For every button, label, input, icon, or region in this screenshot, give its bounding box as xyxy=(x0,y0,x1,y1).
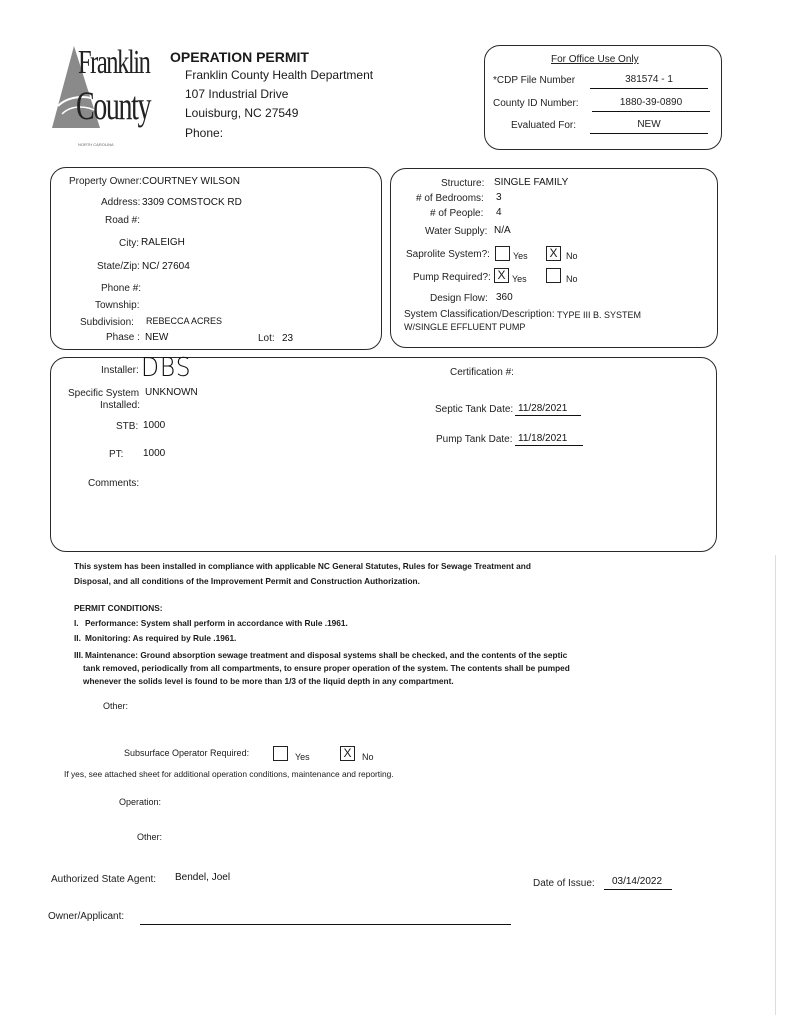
stb-label: STB: xyxy=(116,421,139,432)
conditions-other-label: Other: xyxy=(103,701,129,711)
date-of-issue-label: Date of Issue: xyxy=(533,878,595,889)
date-of-issue-underline xyxy=(604,889,672,890)
city-value: RALEIGH xyxy=(141,237,185,248)
structure-label: Structure: xyxy=(441,178,485,189)
department-street: 107 Industrial Drive xyxy=(185,87,289,101)
pt-label: PT: xyxy=(109,449,124,460)
compliance-line-1: This system has been installed in compliance with applicable NC General Statutes, Rules for Sewage Treatment and xyxy=(74,561,531,571)
evaluated-for-value: NEW xyxy=(637,119,661,130)
stb-value: 1000 xyxy=(143,420,166,431)
comments-label: Comments: xyxy=(88,478,140,489)
people-label: # of People: xyxy=(430,208,484,219)
state-zip-value: NC/ 27604 xyxy=(142,261,190,272)
permit-conditions-heading: PERMIT CONDITIONS: xyxy=(74,603,163,613)
condition-1-number: I. xyxy=(74,618,79,628)
saprolite-no-label: No xyxy=(566,251,578,261)
address-label: Address: xyxy=(101,197,141,208)
scan-edge-divider xyxy=(775,555,776,1015)
phase-value: NEW xyxy=(145,332,169,343)
bedrooms-value: 3 xyxy=(496,192,502,203)
operator-note: If yes, see attached sheet for additional operation conditions, maintenance and reporting. xyxy=(64,769,394,779)
structure-value: SINGLE FAMILY xyxy=(494,177,569,188)
septic-tank-date-value: 11/28/2021 xyxy=(518,403,568,414)
date-of-issue-value: 03/14/2022 xyxy=(611,876,663,887)
logo-text-franklin: Franklin xyxy=(78,44,150,81)
operator-yes-checkbox[interactable] xyxy=(273,746,288,761)
logo-tagline: NORTH CAROLINA xyxy=(78,142,114,147)
address-value: 3309 COMSTOCK RD xyxy=(142,197,242,208)
subdivision-value: REBECCA ACRES xyxy=(146,316,223,326)
design-flow-value: 360 xyxy=(496,292,513,303)
pump-tank-date-value: 11/18/2021 xyxy=(518,433,568,444)
county-id-label: County ID Number: xyxy=(493,98,579,109)
department-city: Louisburg, NC 27549 xyxy=(185,106,299,120)
authorized-agent-value: Bendel, Joel xyxy=(175,872,231,883)
water-supply-label: Water Supply: xyxy=(425,226,488,237)
operator-no-checkbox[interactable]: X xyxy=(340,746,355,761)
cdp-file-value: 381574 - 1 xyxy=(625,74,673,85)
owner-applicant-label: Owner/Applicant: xyxy=(48,911,125,922)
classification-value-line1: TYPE III B. SYSTEM xyxy=(557,310,642,320)
saprolite-no-checkbox[interactable]: X xyxy=(546,246,561,261)
county-logo xyxy=(48,44,158,156)
installer-label: Installer: xyxy=(101,365,139,376)
installer-value-handwritten: DBS xyxy=(141,353,192,383)
evaluated-for-label: Evaluated For: xyxy=(511,120,577,131)
evaluated-for-underline xyxy=(590,133,708,134)
specific-system-value: UNKNOWN xyxy=(145,387,198,398)
cdp-file-underline xyxy=(590,88,708,89)
water-supply-value: N/A xyxy=(494,225,511,236)
state-zip-label: State/Zip: xyxy=(97,261,140,272)
bedrooms-label: # of Bedrooms: xyxy=(416,193,484,204)
owner-applicant-signature-line[interactable] xyxy=(140,924,511,925)
township-label: Township: xyxy=(95,300,140,311)
lot-label: Lot: xyxy=(258,333,275,344)
road-label: Road #: xyxy=(105,215,141,226)
department-phone-label: Phone: xyxy=(185,126,224,140)
page-title: OPERATION PERMIT xyxy=(170,49,309,65)
specific-system-label: Specific System xyxy=(68,388,140,399)
subdivision-label: Subdivision: xyxy=(80,317,134,328)
pump-required-label: Pump Required?: xyxy=(413,272,491,283)
operator-other-label: Other: xyxy=(137,832,163,842)
logo-text-county: County xyxy=(76,83,151,128)
phase-label: Phase : xyxy=(106,332,140,343)
saprolite-yes-checkbox[interactable] xyxy=(495,246,510,261)
operator-yes-label: Yes xyxy=(295,752,310,762)
pump-tank-date-underline xyxy=(515,445,583,446)
condition-3-number: III. xyxy=(74,650,84,660)
property-owner-value: COURTNEY WILSON xyxy=(142,176,240,187)
compliance-line-2: Disposal, and all conditions of the Improvement Permit and Construction Authorization. xyxy=(74,576,420,586)
city-label: City: xyxy=(119,238,139,249)
phone-label: Phone #: xyxy=(101,283,142,294)
department-name: Franklin County Health Department xyxy=(185,68,374,82)
condition-3-text-line2: tank removed, periodically from all compartments, to ensure proper operation of the system. The contents shall be pumped xyxy=(83,663,570,673)
county-id-underline xyxy=(592,111,710,112)
operation-label: Operation: xyxy=(119,797,162,807)
authorized-agent-label: Authorized State Agent: xyxy=(51,874,157,885)
condition-3-text-line3: whenever the solids level is found to be more than 1/3 of the liquid depth in any compartment. xyxy=(83,676,454,686)
design-flow-label: Design Flow: xyxy=(430,293,488,304)
condition-2-number: II. xyxy=(74,633,81,643)
septic-tank-date-label: Septic Tank Date: xyxy=(435,404,514,415)
pump-no-checkbox[interactable] xyxy=(546,268,561,283)
pt-value: 1000 xyxy=(143,448,166,459)
pump-yes-label: Yes xyxy=(512,274,527,284)
lot-value: 23 xyxy=(282,333,294,344)
pump-tank-date-label: Pump Tank Date: xyxy=(436,434,513,445)
septic-tank-date-underline xyxy=(515,415,581,416)
condition-2-text: Monitoring: As required by Rule .1961. xyxy=(85,633,237,643)
saprolite-label: Saprolite System?: xyxy=(406,249,490,260)
saprolite-yes-label: Yes xyxy=(513,251,528,261)
operator-no-label: No xyxy=(362,752,374,762)
pump-no-label: No xyxy=(566,274,578,284)
county-id-value: 1880-39-0890 xyxy=(619,97,683,108)
condition-1-text: Performance: System shall perform in accordance with Rule .1961. xyxy=(85,618,348,628)
classification-label: System Classification/Description: xyxy=(404,309,555,320)
property-owner-label: Property Owner: xyxy=(69,176,142,187)
office-use-heading: For Office Use Only xyxy=(551,54,639,65)
condition-3-text-line1: Maintenance: Ground absorption sewage treatment and disposal systems shall be checked, and the contents of the septic xyxy=(85,650,568,660)
people-value: 4 xyxy=(496,207,502,218)
classification-value-line2: W/SINGLE EFFLUENT PUMP xyxy=(404,322,526,332)
subsurface-operator-label: Subsurface Operator Required: xyxy=(124,748,250,758)
cdp-file-label: *CDP File Number xyxy=(493,75,576,86)
specific-system-installed-label: Installed: xyxy=(100,400,141,411)
pump-yes-checkbox[interactable]: X xyxy=(494,268,509,283)
certification-label: Certification #: xyxy=(450,367,514,378)
